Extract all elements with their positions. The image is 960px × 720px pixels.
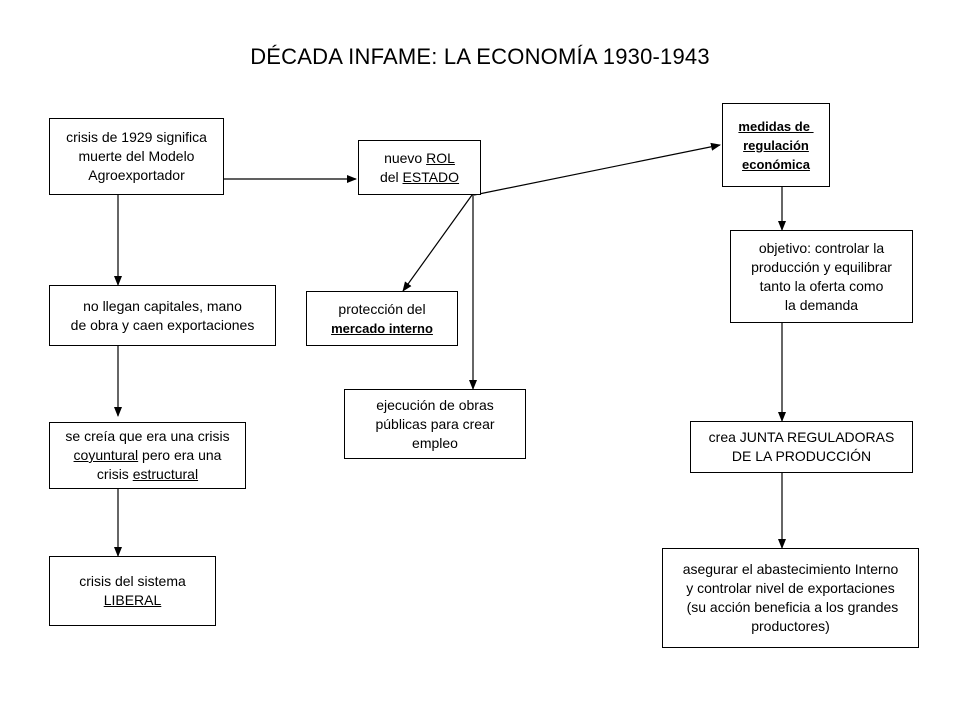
box-capitales-line-2: de obra y caen exportaciones bbox=[70, 316, 255, 333]
box-medidas-line-2: regulación bbox=[743, 137, 809, 153]
box-crisis-1929 bbox=[49, 118, 224, 195]
box-rol-line-2 bbox=[380, 168, 459, 187]
box-junta-reguladoras bbox=[690, 421, 913, 473]
box-objetivo-line-1: objetivo: controlar la bbox=[758, 239, 885, 256]
box-objetivo-line-3: tanto la oferta como bbox=[759, 277, 884, 294]
box-crisis-sistema bbox=[49, 556, 216, 626]
box-objetivo bbox=[730, 230, 913, 323]
box-objetivo-line-4: la demanda bbox=[784, 296, 859, 313]
box-rol-line-1 bbox=[384, 149, 455, 168]
arrow-rol-to-proteccion bbox=[403, 195, 472, 291]
box-proteccion bbox=[306, 291, 458, 346]
box-obras-publicas bbox=[344, 389, 526, 459]
box-medidas-regulacion bbox=[722, 103, 830, 187]
box-crisis-1929-line-2: muerte del Modelo bbox=[78, 148, 195, 164]
box-crisis-coyuntural bbox=[49, 422, 246, 489]
term-estructural: estructural bbox=[132, 466, 199, 482]
box-crisis-1929-line-1: crisis de 1929 significa bbox=[66, 129, 207, 145]
box-obras-line-2: públicas para crear bbox=[375, 415, 495, 432]
box-capitales bbox=[49, 285, 276, 346]
term-rol: ROL bbox=[426, 149, 455, 166]
term-coyuntural: coyuntural bbox=[73, 447, 139, 463]
diagram-title: DÉCADA INFAME: LA ECONOMÍA 1930-1943 bbox=[250, 44, 710, 69]
box-nuevo-rol bbox=[358, 140, 481, 195]
box-asegurar-line-4: productores) bbox=[751, 618, 830, 634]
box-asegurar bbox=[662, 548, 919, 648]
box-junta-line-1: crea JUNTA REGULADORAS bbox=[708, 429, 895, 445]
term-liberal: LIBERAL bbox=[103, 592, 162, 608]
box-objetivo-line-2: producción y equilibrar bbox=[751, 258, 892, 275]
box-crisis-1929-line-3: Agroexportador bbox=[88, 167, 185, 183]
box-proteccion-line-1: protección del bbox=[338, 300, 426, 317]
box-obras-line-3: empleo bbox=[412, 434, 458, 451]
box-asegurar-line-2: y controlar nivel de exportaciones bbox=[686, 580, 895, 596]
box-junta-line-2: DE LA PRODUCCIÓN bbox=[731, 448, 872, 464]
box-coyuntural-line-1: se creía que era una crisis bbox=[65, 428, 230, 444]
box-coyuntural-line-3 bbox=[97, 465, 198, 484]
term-mercado-interno: mercado interno bbox=[331, 320, 433, 336]
box-sistema-line-1: crisis del sistema bbox=[79, 573, 186, 589]
term-estado: ESTADO bbox=[402, 168, 460, 185]
box-medidas-line-1: medidas de bbox=[738, 118, 814, 134]
box-rol-line-1-start: nuevo bbox=[384, 149, 427, 166]
box-rol-line-2-start: del bbox=[379, 168, 403, 185]
box-coyuntural-line-2-rest: pero era una bbox=[138, 447, 222, 463]
box-asegurar-line-3: (su acción beneficia a los grandes bbox=[682, 599, 899, 615]
box-medidas-line-3: económica bbox=[742, 156, 810, 172]
box-capitales-line-1: no llegan capitales, mano bbox=[83, 297, 242, 314]
arrow-rol-to-medidas bbox=[474, 145, 720, 195]
box-asegurar-line-1: asegurar el abastecimiento Interno bbox=[682, 561, 899, 577]
box-coyuntural-line-3-start: crisis bbox=[96, 466, 133, 482]
box-coyuntural-line-2 bbox=[74, 446, 222, 465]
box-obras-line-1: ejecución de obras bbox=[376, 396, 494, 413]
